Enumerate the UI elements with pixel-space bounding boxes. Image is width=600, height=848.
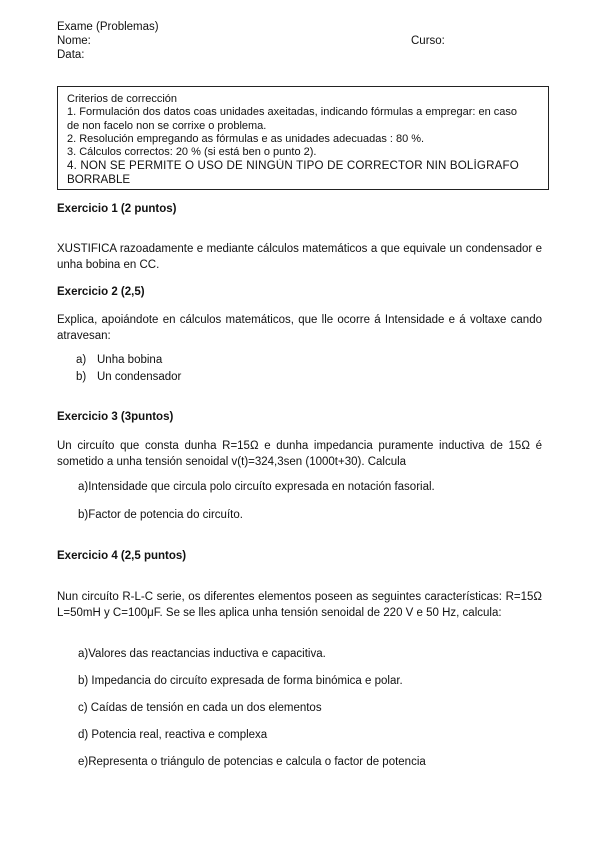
- exercise-3-item-b: b)Factor de potencia do circuíto.: [78, 509, 243, 521]
- list-item-label: b): [76, 370, 87, 383]
- criteria-title: Criterios de corrección: [67, 93, 178, 105]
- criteria-item: 2. Resolución empregando as fórmulas e as unidades adecuadas : 80 %.: [67, 132, 425, 145]
- list-item-label: a): [76, 354, 87, 366]
- exercise-4-text: Nun circuíto R-L-C serie, os diferentes elementos poseen as seguintes características: R=15Ω L=50mH y C=100μF. Se se lles aplica unha tensión senoidal de 220 V e 50 Hz, calcula:: [57, 591, 542, 619]
- exercise-4-item-a: a)Valores das reactancias inductiva e capacitiva.: [78, 648, 326, 660]
- name-label: Nome:: [57, 35, 91, 47]
- list-item-text: Un condensador: [97, 370, 182, 383]
- exercise-4-item-c: c) Caídas de tensión en cada un dos elementos: [78, 702, 322, 714]
- criteria-item: 3. Cálculos correctos: 20 % (si está ben o punto 2).: [67, 146, 317, 159]
- list-item-text: Unha bobina: [97, 354, 163, 366]
- date-label: Data:: [57, 49, 85, 61]
- list-item: [76, 369, 181, 386]
- criteria-box: [57, 86, 549, 190]
- exercise-1-text: XUSTIFICA razoadamente e mediante cálculos matemáticos a que equivale un condensador e unha bobina en CC.: [57, 243, 542, 271]
- exercise-2-heading: Exercicio 2 (2,5): [57, 286, 145, 298]
- exercise-2-list: [76, 352, 181, 385]
- exercise-2-text: Explica, apoiándote en cálculos matemáticos, que lle ocorre á Intensidade e á voltaxe cando atravesan:: [57, 314, 542, 342]
- list-item: [76, 352, 181, 369]
- exercise-1-heading: Exercicio 1 (2 puntos): [57, 203, 177, 215]
- exercise-3-heading: Exercicio 3 (3puntos): [57, 411, 174, 423]
- criteria-item: BORRABLE: [67, 172, 131, 186]
- exercise-3-text: Un circuíto que consta dunha R=15Ω e dunha impedancia puramente inductiva de 15Ω é sometido a unha tensión senoidal v(t)=324,3sen (1000t+30). Calcula: [57, 440, 542, 468]
- course-label: Curso:: [411, 35, 445, 47]
- exercise-4-item-b: b) Impedancia do circuíto expresada de forma binómica e polar.: [78, 675, 403, 687]
- exam-title: Exame (Problemas): [57, 21, 159, 33]
- exercise-3-item-a: a)Intensidade que circula polo circuíto expresada en notación fasorial.: [78, 481, 435, 493]
- exercise-4-heading: Exercicio 4 (2,5 puntos): [57, 550, 187, 562]
- criteria-item: 1. Formulación dos datos coas unidades axeitadas, indicando fórmulas a empregar: en caso: [67, 106, 518, 119]
- exercise-4-item-d: d) Potencia real, reactiva e complexa: [78, 729, 268, 741]
- criteria-item: 4. NON SE PERMITE O USO DE NINGÚN TIPO DE CORRECTOR NIN BOLÍGRAFO: [67, 159, 519, 173]
- exercise-4-item-e: e)Representa o triángulo de potencias e calcula o factor de potencia: [78, 756, 426, 768]
- criteria-item: de non facelo non se corrixe o problema.: [67, 119, 267, 132]
